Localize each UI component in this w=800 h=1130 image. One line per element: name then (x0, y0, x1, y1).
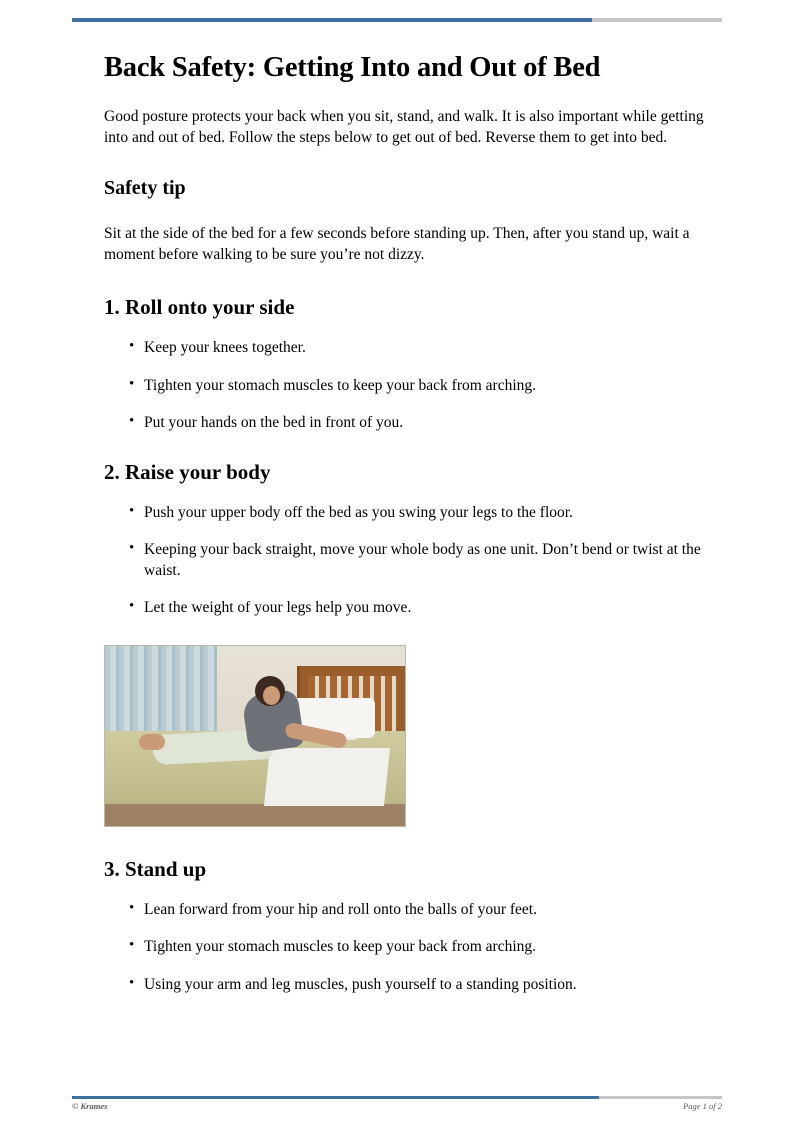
page-footer (72, 1101, 722, 1111)
list-item: • Keeping your back straight, move your whole body as one unit. Don’t bend or twist at the waist. (104, 540, 704, 581)
person-feet (139, 734, 165, 750)
safety-tip-heading: Safety tip (104, 176, 186, 199)
list-item: • Tighten your stomach muscles to keep your back from arching. (104, 937, 704, 957)
footer-rule (72, 1096, 722, 1099)
floor (105, 804, 405, 826)
bed-sheet (264, 748, 390, 806)
list-item: • Let the weight of your legs help you move. (104, 598, 704, 618)
footer-rule-blue-segment (72, 1096, 599, 1099)
list-item: • Using your arm and leg muscles, push yourself to a standing position. (104, 975, 704, 995)
safety-tip-text: Sit at the side of the bed for a few seconds before standing up. Then, after you stand up, wait a moment before walking to be sure you’re not dizzy. (104, 224, 690, 263)
list-item: • Push your upper body off the bed as you swing your legs to the floor. (104, 503, 704, 523)
list-item: • Put your hands on the bed in front of you. (104, 413, 704, 433)
copyright-text: © Krames (72, 1101, 108, 1111)
step-1-heading: 1. Roll onto your side (104, 295, 295, 320)
intro-paragraph: Good posture protects your back when you sit, stand, and walk. It is also important while getting into and out of bed. Follow the steps below to get out of bed. Reverse them to get into bed. (104, 107, 704, 146)
step-3-heading: 3. Stand up (104, 856, 207, 881)
step-2-heading: 2. Raise your body (104, 459, 271, 484)
bed-transfer-illustration (104, 645, 406, 827)
header-rule-gray-segment (592, 18, 722, 22)
step-1-list (104, 338, 704, 433)
page-title: Back Safety: Getting Into and Out of Bed (104, 52, 601, 83)
step-3-list (104, 900, 704, 995)
list-item: • Tighten your stomach muscles to keep your back from arching. (104, 376, 704, 396)
header-rule-blue-segment (72, 18, 592, 22)
step-2-list (104, 503, 704, 619)
footer-rule-gray-segment (599, 1096, 723, 1099)
list-item: • Keep your knees together. (104, 338, 704, 358)
document-content (104, 52, 704, 1021)
person-face (263, 686, 280, 705)
list-item: • Lean forward from your hip and roll onto the balls of your feet. (104, 900, 704, 920)
header-rule (72, 18, 722, 22)
page-number: Page 1 of 2 (683, 1101, 722, 1111)
